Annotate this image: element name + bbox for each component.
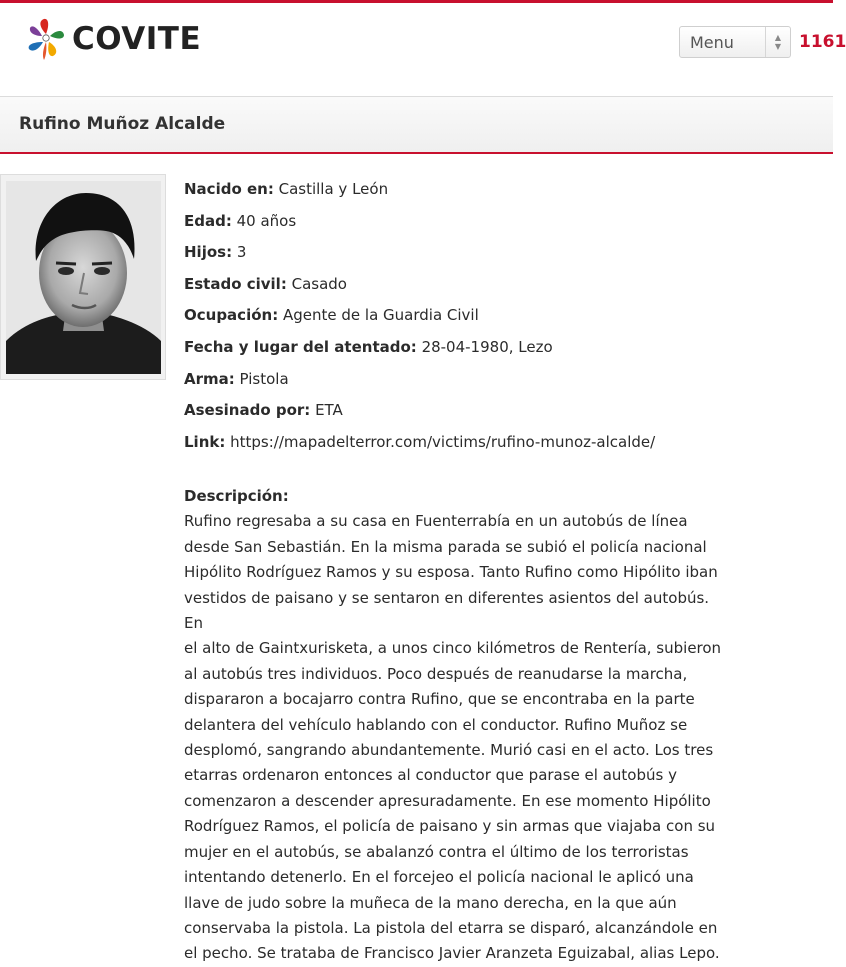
menu-select[interactable] xyxy=(679,26,791,58)
description-line: etarras ordenaron entonces al conductor que parase el autobús y xyxy=(184,766,677,785)
detail-row xyxy=(184,174,744,206)
detail-row xyxy=(184,332,744,364)
description-label: Descripción: xyxy=(184,487,289,505)
detail-label: Nacido en: xyxy=(184,180,274,198)
victim-photo xyxy=(6,181,161,374)
description-text xyxy=(184,509,729,966)
detail-value: 28-04-1980, Lezo xyxy=(421,337,553,356)
description-line: comenzaron a descender apresuradamente. En ese momento Hipólito xyxy=(184,791,711,810)
description-line: Rufino regresaba a su casa en Fuenterrabía en un autobús de línea xyxy=(184,512,688,531)
detail-value: Agente de la Guardia Civil xyxy=(282,306,479,325)
detail-row xyxy=(184,206,744,238)
detail-row xyxy=(184,427,744,459)
description-section xyxy=(184,484,729,967)
detail-value: Casado xyxy=(291,274,347,293)
detail-label: Edad: xyxy=(184,211,232,230)
description-line: conservaba la pistola. La pistola del etarra se disparó, alcanzándole en xyxy=(184,918,718,937)
detail-row xyxy=(184,269,744,301)
victim-counter: 1161 xyxy=(799,32,846,52)
detail-label: Asesinado por: xyxy=(184,401,311,420)
description-line: al autobús tres individuos. Poco después de reanudarse la marcha, xyxy=(184,664,688,683)
description-line: el alto de Gaintxurisketa, a unos cinco kilómetros de Rentería, subieron xyxy=(184,639,722,658)
portrait-image xyxy=(6,181,161,374)
detail-value: ETA xyxy=(315,401,343,420)
detail-value: Pistola xyxy=(239,369,289,388)
description-line: llave de judo sobre la muñeca de la mano derecha, en la que aún xyxy=(184,893,677,912)
description-line: el pecho. Se trataba de Francisco Javier Aranzeta Eguizabal, alias Lepo. xyxy=(184,944,720,963)
description-line: Hipólito Rodríguez Ramos y su esposa. Tanto Rufino como Hipólito iban xyxy=(184,563,718,582)
covite-logo-icon xyxy=(26,16,66,62)
detail-label: Arma: xyxy=(184,369,235,388)
detail-row xyxy=(184,300,744,332)
description-line: intentando detenerlo. En el forcejeo el policía nacional le aplicó una xyxy=(184,868,694,887)
detail-label: Fecha y lugar del atentado: xyxy=(184,337,417,356)
title-bar xyxy=(0,96,833,154)
detail-label: Hijos: xyxy=(184,243,233,262)
detail-label: Estado civil: xyxy=(184,274,287,293)
menu-select-label: Menu xyxy=(690,33,734,52)
detail-row xyxy=(184,395,744,427)
detail-value: https://mapadelterror.com/victims/rufino-munoz-alcalde/ xyxy=(230,432,656,451)
up-down-arrows-icon: ▲ ▼ xyxy=(765,27,790,57)
detail-label: Ocupación: xyxy=(184,306,279,325)
detail-value: 3 xyxy=(236,243,247,262)
detail-label: Link: xyxy=(184,432,226,451)
description-line: Rodríguez Ramos, el policía de paisano y sin armas que viajaba con su xyxy=(184,817,716,836)
detail-value: 40 años xyxy=(236,211,297,230)
description-line: vestidos de paisano y se sentaron en diferentes asientos del autobús. En xyxy=(184,588,710,633)
logo-text: COVITE xyxy=(72,21,202,57)
detail-value: Castilla y León xyxy=(278,180,389,198)
site-header xyxy=(0,3,846,96)
description-line: delantera del vehículo hablando con el conductor. Rufino Muñoz se xyxy=(184,715,688,734)
description-line: desde San Sebastián. En la misma parada se subió el policía nacional xyxy=(184,537,707,556)
description-line: desplomó, sangrando abundantemente. Murió casi en el acto. Los tres xyxy=(184,741,714,760)
description-line: mujer en el autobús, se abalanzó contra el último de los terroristas xyxy=(184,842,689,861)
description-line: dispararon a bocajarro contra Rufino, que se encontraba en la parte xyxy=(184,690,695,709)
site-logo[interactable] xyxy=(26,16,201,62)
page-title: Rufino Muñoz Alcalde xyxy=(19,114,226,134)
detail-row xyxy=(184,364,744,396)
victim-details xyxy=(184,174,744,458)
victim-photo-frame xyxy=(0,174,166,380)
detail-row xyxy=(184,237,744,269)
